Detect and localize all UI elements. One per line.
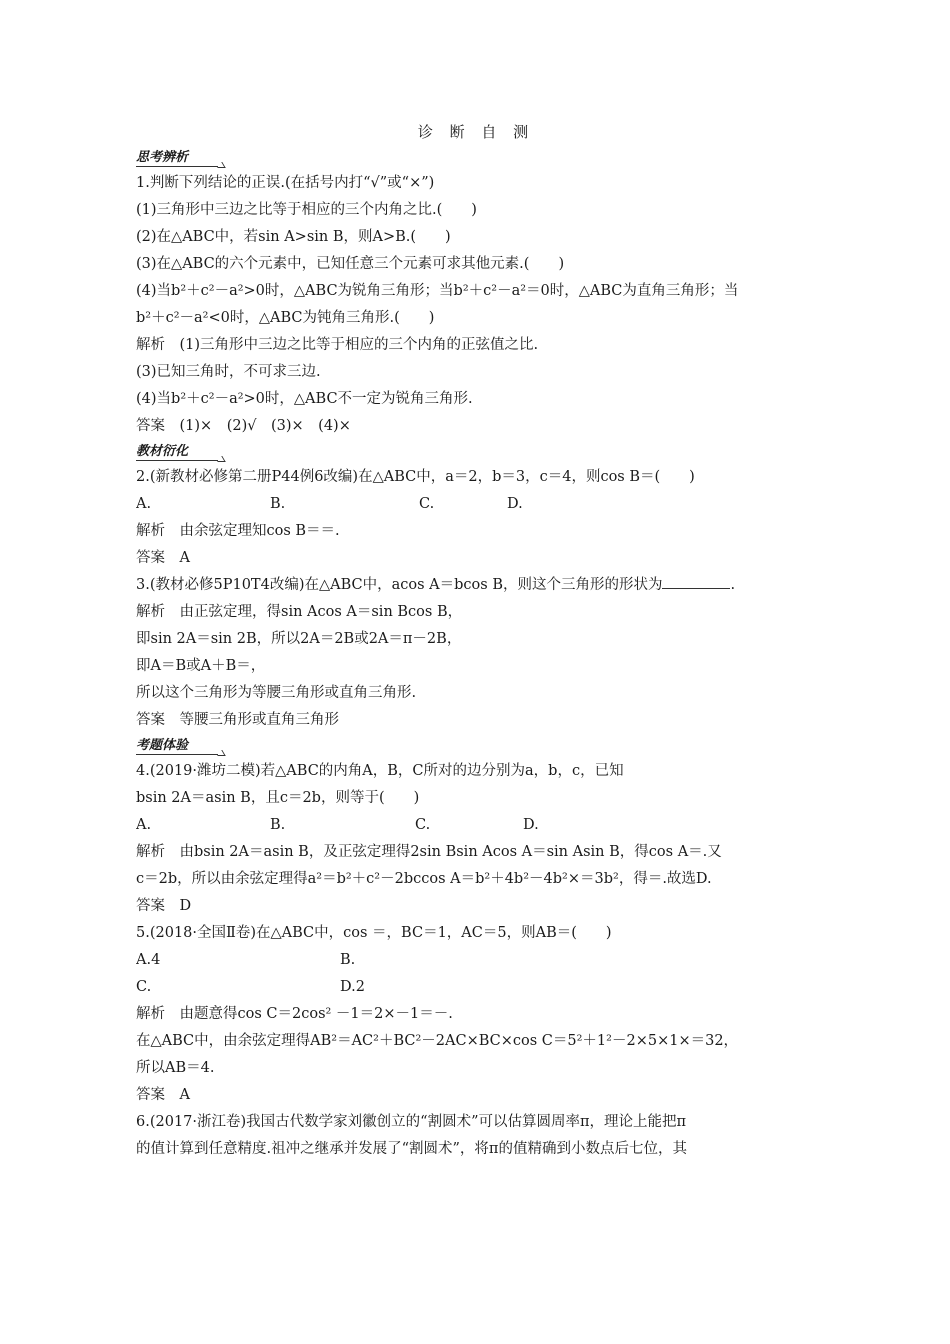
option-c: C. [415, 817, 431, 833]
option-d: D.2 [340, 979, 365, 995]
analysis-line: 在△ABC中，由余弦定理得AB²＝AC²＋BC²－2AC×BC×cos C＝5²＋1²－2×5×1×＝32， [136, 1033, 739, 1049]
question-5: 5.(2018·全国Ⅱ卷)在△ABC中，cos ＝，BC＝1，AC＝5，则AB＝( ) [136, 925, 612, 941]
analysis-line: 即sin 2A＝sin 2B，所以2A＝2B或2A＝π－2B， [136, 631, 462, 647]
option-d: D. [507, 496, 523, 512]
question-4: 4.(2019·潍坊二模)若△ABC的内角A，B，C所对的边分别为a，b，c，已知 [136, 763, 624, 779]
option-c: C. [419, 496, 435, 512]
document-page [136, 118, 816, 1163]
analysis-line: 所以这个三角形为等腰三角形或直角三角形. [136, 685, 417, 701]
analysis-line: 解析 由bsin 2A＝asin B，及正弦定理得2sin Bsin Acos A＝sin Asin B，得cos A＝.又 [136, 844, 722, 860]
question-4-options [136, 812, 816, 839]
option-a: A. [136, 817, 152, 833]
option-c: C. [136, 979, 152, 995]
answer-blank [662, 574, 730, 589]
question-1-item-4-cont: b²＋c²－a²<0时，△ABC为钝角三角形.( ) [136, 310, 435, 326]
option-b: B. [340, 952, 356, 968]
question-1-item-2: (2)在△ABC中，若sin A>sin B，则A>B.( ) [136, 229, 451, 245]
answer-line: 答案 (1)× (2)√ (3)× (4)× [136, 418, 351, 434]
analysis-line: (3)已知三角时，不可求三边. [136, 364, 321, 380]
question-1-item-4: (4)当b²＋c²－a²>0时，△ABC为锐角三角形；当b²＋c²－a²＝0时，△ABC为直角三角形；当 [136, 283, 739, 299]
answer-line: 答案 A [136, 1087, 190, 1103]
page-title: 诊 断 自 测 [417, 123, 535, 141]
question-2: 2.(新教材必修第二册P44例6改编)在△ABC中，a＝2，b＝3，c＝4，则cos B＝( ) [136, 469, 695, 485]
section-heading-textbook: 教材衍化 [136, 440, 816, 464]
question-2-options [136, 491, 816, 518]
section-heading-thinking: 思考辨析 [136, 146, 816, 170]
analysis-line: c＝2b，所以由余弦定理得a²＝b²＋c²－2bccos A＝b²＋4b²－4b²×＝3b²，得＝.故选D. [136, 871, 712, 887]
question-3: 3.(教材必修5P10T4改编)在△ABC中，acos A＝bcos B，则这个三角形的形状为 . [136, 572, 816, 599]
analysis-line: 即A＝B或A＋B＝， [136, 658, 266, 674]
analysis-line: 所以AB＝4. [136, 1060, 215, 1076]
question-6: 6.(2017·浙江卷)我国古代数学家刘徽创立的“割圆术”可以估算圆周率π，理论上能把π [136, 1114, 687, 1130]
question-4-cont: bsin 2A＝asin B，且c＝2b，则等于( ) [136, 790, 420, 806]
question-5-options-row-2 [136, 974, 816, 1001]
answer-line: 答案 D [136, 898, 192, 914]
analysis-line: (4)当b²＋c²－a²>0时，△ABC不一定为锐角三角形. [136, 391, 473, 407]
analysis-line: 解析 (1)三角形中三边之比等于相应的三个内角的正弦值之比. [136, 337, 539, 353]
analysis-line: 解析 由题意得cos C＝2cos² －1＝2×－1＝－. [136, 1006, 453, 1022]
question-1-item-1: (1)三角形中三边之比等于相应的三个内角之比.( ) [136, 202, 477, 218]
answer-line: 答案 A [136, 550, 190, 566]
option-a: A.4 [136, 952, 161, 968]
option-b: B. [270, 817, 286, 833]
analysis-line: 解析 由余弦定理知cos B＝＝. [136, 523, 340, 539]
option-a: A. [136, 496, 152, 512]
option-b: B. [270, 496, 286, 512]
question-1-item-3: (3)在△ABC的六个元素中，已知任意三个元素可求其他元素.( ) [136, 256, 565, 272]
analysis-line: 解析 由正弦定理，得sin Acos A＝sin Bcos B， [136, 604, 463, 620]
section-heading-exam: 考题体验 [136, 734, 816, 758]
question-1: 1.判断下列结论的正误.(在括号内打“√”或“×”) [136, 175, 435, 191]
question-6-cont: 的值计算到任意精度.祖冲之继承并发展了“割圆术”，将π的值精确到小数点后七位，其 [136, 1141, 687, 1157]
question-5-options-row-1 [136, 947, 816, 974]
answer-line: 答案 等腰三角形或直角三角形 [136, 712, 339, 728]
option-d: D. [523, 817, 539, 833]
